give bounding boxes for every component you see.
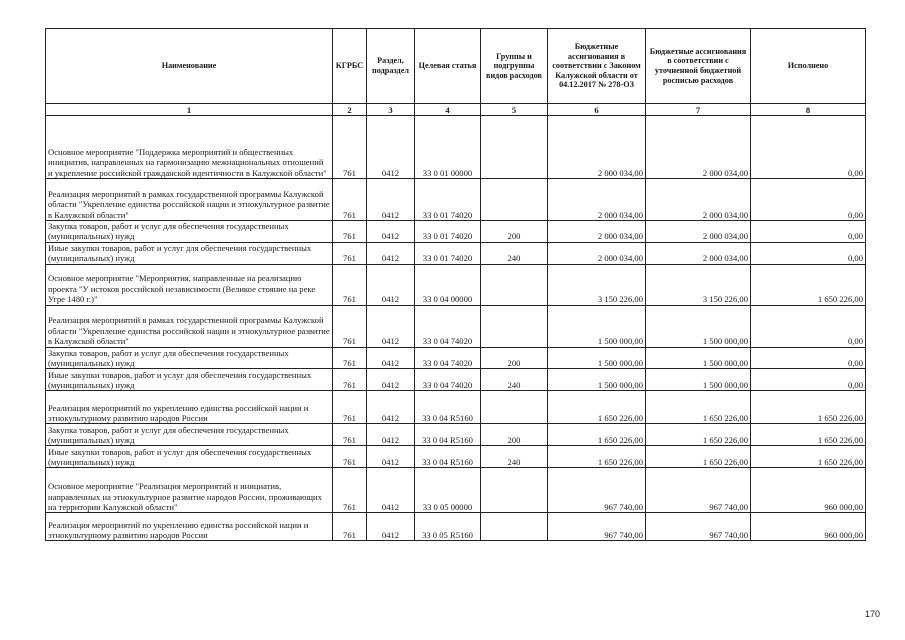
row-law-amount: 2 000 034,00 bbox=[548, 242, 646, 264]
row-executed-amount: 0,00 bbox=[751, 221, 866, 243]
header-razdel: Раздел, подраздел bbox=[367, 29, 415, 104]
table-row bbox=[46, 221, 866, 243]
row-target: 33 0 05 R5160 bbox=[415, 513, 481, 541]
header-row bbox=[46, 29, 866, 104]
header-refined: Бюджетные ассигнования в соответствии с уточненной бюджетной росписью расходов bbox=[646, 29, 751, 104]
row-name: Иные закупки товаров, работ и услуг для обеспечения государственных (муниципальных) нужд bbox=[46, 242, 333, 264]
row-target: 33 0 04 00000 bbox=[415, 264, 481, 305]
row-razdel: 0412 bbox=[367, 242, 415, 264]
row-target: 33 0 01 74020 bbox=[415, 179, 481, 221]
row-target: 33 0 04 R5160 bbox=[415, 446, 481, 468]
row-refined-amount: 967 740,00 bbox=[646, 513, 751, 541]
table-row bbox=[46, 179, 866, 221]
row-executed-amount: 1 650 226,00 bbox=[751, 264, 866, 305]
row-refined-amount: 1 500 000,00 bbox=[646, 369, 751, 391]
row-target: 33 0 04 74020 bbox=[415, 305, 481, 347]
row-group bbox=[481, 305, 548, 347]
row-refined-amount: 1 650 226,00 bbox=[646, 424, 751, 446]
row-target: 33 0 05 00000 bbox=[415, 468, 481, 513]
row-kgrbs: 761 bbox=[333, 468, 367, 513]
row-law-amount: 2 000 034,00 bbox=[548, 116, 646, 179]
row-kgrbs: 761 bbox=[333, 264, 367, 305]
row-executed-amount: 960 000,00 bbox=[751, 513, 866, 541]
row-law-amount: 1 500 000,00 bbox=[548, 369, 646, 391]
table-row bbox=[46, 391, 866, 424]
row-refined-amount: 3 150 226,00 bbox=[646, 264, 751, 305]
row-executed-amount: 1 650 226,00 bbox=[751, 391, 866, 424]
row-target: 33 0 01 00000 bbox=[415, 116, 481, 179]
row-refined-amount: 2 000 034,00 bbox=[646, 179, 751, 221]
row-name: Основное мероприятие "Поддержка мероприятий и общественных инициатив, направленных на гармонизацию межнациональных отношений и укрепление российской гражданской идентичности в Калужской области" bbox=[46, 116, 333, 179]
row-name: Реализация мероприятий по укреплению единства российской нации и этнокультурному развитию народов России bbox=[46, 391, 333, 424]
row-name: Основное мероприятие "Реализация мероприятий и инициатив, направленных на этнокультурное развитие народов России, проживающих на территории Калужской области" bbox=[46, 468, 333, 513]
row-law-amount: 2 000 034,00 bbox=[548, 221, 646, 243]
column-number: 1 bbox=[46, 104, 333, 116]
row-group bbox=[481, 513, 548, 541]
row-executed-amount: 0,00 bbox=[751, 179, 866, 221]
row-razdel: 0412 bbox=[367, 369, 415, 391]
row-razdel: 0412 bbox=[367, 347, 415, 369]
row-refined-amount: 2 000 034,00 bbox=[646, 221, 751, 243]
table-row bbox=[46, 468, 866, 513]
row-kgrbs: 761 bbox=[333, 424, 367, 446]
row-group: 200 bbox=[481, 424, 548, 446]
row-executed-amount: 1 650 226,00 bbox=[751, 424, 866, 446]
row-razdel: 0412 bbox=[367, 424, 415, 446]
row-kgrbs: 761 bbox=[333, 221, 367, 243]
row-group: 200 bbox=[481, 221, 548, 243]
header-groups: Группы и подгруппы видов расходов bbox=[481, 29, 548, 104]
row-name: Основное мероприятие "Мероприятия, направленные на реализацию проекта "У истоков российской независимости (Великое стояние на реке Угре 1480 г.)" bbox=[46, 264, 333, 305]
row-executed-amount: 0,00 bbox=[751, 347, 866, 369]
row-kgrbs: 761 bbox=[333, 116, 367, 179]
row-refined-amount: 2 000 034,00 bbox=[646, 242, 751, 264]
table-row bbox=[46, 347, 866, 369]
row-target: 33 0 04 R5160 bbox=[415, 391, 481, 424]
row-kgrbs: 761 bbox=[333, 369, 367, 391]
row-law-amount: 967 740,00 bbox=[548, 468, 646, 513]
page-number: 170 bbox=[864, 609, 880, 619]
row-law-amount: 1 650 226,00 bbox=[548, 424, 646, 446]
row-kgrbs: 761 bbox=[333, 513, 367, 541]
row-group bbox=[481, 468, 548, 513]
row-group bbox=[481, 264, 548, 305]
row-razdel: 0412 bbox=[367, 116, 415, 179]
row-group: 240 bbox=[481, 369, 548, 391]
row-law-amount: 1 650 226,00 bbox=[548, 446, 646, 468]
row-law-amount: 1 650 226,00 bbox=[548, 391, 646, 424]
row-razdel: 0412 bbox=[367, 305, 415, 347]
table-row bbox=[46, 369, 866, 391]
row-razdel: 0412 bbox=[367, 468, 415, 513]
row-executed-amount: 1 650 226,00 bbox=[751, 446, 866, 468]
row-group: 200 bbox=[481, 347, 548, 369]
row-kgrbs: 761 bbox=[333, 242, 367, 264]
row-law-amount: 967 740,00 bbox=[548, 513, 646, 541]
row-target: 33 0 01 74020 bbox=[415, 221, 481, 243]
row-name: Иные закупки товаров, работ и услуг для обеспечения государственных (муниципальных) нужд bbox=[46, 446, 333, 468]
row-refined-amount: 2 000 034,00 bbox=[646, 116, 751, 179]
row-refined-amount: 1 650 226,00 bbox=[646, 446, 751, 468]
row-executed-amount: 0,00 bbox=[751, 369, 866, 391]
row-group bbox=[481, 391, 548, 424]
table-row bbox=[46, 305, 866, 347]
column-number: 2 bbox=[333, 104, 367, 116]
header-executed: Исполнено bbox=[751, 29, 866, 104]
row-name: Реализация мероприятий в рамках государственной программы Калужской области "Укрепление единства российской нации и этнокультурное развитие в Калужской области" bbox=[46, 305, 333, 347]
row-kgrbs: 761 bbox=[333, 446, 367, 468]
column-number: 8 bbox=[751, 104, 866, 116]
header-kgrbs: КГРБС bbox=[333, 29, 367, 104]
row-razdel: 0412 bbox=[367, 391, 415, 424]
row-executed-amount: 0,00 bbox=[751, 242, 866, 264]
row-refined-amount: 967 740,00 bbox=[646, 468, 751, 513]
table-row bbox=[46, 446, 866, 468]
row-law-amount: 2 000 034,00 bbox=[548, 179, 646, 221]
row-kgrbs: 761 bbox=[333, 347, 367, 369]
header-target: Целевая статья bbox=[415, 29, 481, 104]
row-group bbox=[481, 179, 548, 221]
column-number: 3 bbox=[367, 104, 415, 116]
table-row bbox=[46, 424, 866, 446]
row-executed-amount: 0,00 bbox=[751, 305, 866, 347]
table-row bbox=[46, 242, 866, 264]
column-number: 6 bbox=[548, 104, 646, 116]
row-name: Закупка товаров, работ и услуг для обеспечения государственных (муниципальных) нужд bbox=[46, 424, 333, 446]
row-name: Реализация мероприятий в рамках государственной программы Калужской области "Укрепление единства российской нации и этнокультурное развитие в Калужской области" bbox=[46, 179, 333, 221]
budget-table bbox=[45, 28, 866, 541]
row-razdel: 0412 bbox=[367, 264, 415, 305]
row-name: Закупка товаров, работ и услуг для обеспечения государственных (муниципальных) нужд bbox=[46, 347, 333, 369]
row-executed-amount: 0,00 bbox=[751, 116, 866, 179]
column-number: 4 bbox=[415, 104, 481, 116]
row-refined-amount: 1 500 000,00 bbox=[646, 305, 751, 347]
column-number: 5 bbox=[481, 104, 548, 116]
row-name: Иные закупки товаров, работ и услуг для обеспечения государственных (муниципальных) нужд bbox=[46, 369, 333, 391]
row-refined-amount: 1 650 226,00 bbox=[646, 391, 751, 424]
row-executed-amount: 960 000,00 bbox=[751, 468, 866, 513]
row-name: Реализация мероприятий по укреплению единства российской нации и этнокультурному развитию народов России bbox=[46, 513, 333, 541]
table-row bbox=[46, 513, 866, 541]
table-row bbox=[46, 264, 866, 305]
table-row bbox=[46, 116, 866, 179]
header-name: Наименование bbox=[46, 29, 333, 104]
row-razdel: 0412 bbox=[367, 513, 415, 541]
row-refined-amount: 1 500 000,00 bbox=[646, 347, 751, 369]
row-razdel: 0412 bbox=[367, 179, 415, 221]
row-target: 33 0 01 74020 bbox=[415, 242, 481, 264]
row-razdel: 0412 bbox=[367, 221, 415, 243]
row-name: Закупка товаров, работ и услуг для обеспечения государственных (муниципальных) нужд bbox=[46, 221, 333, 243]
column-number: 7 bbox=[646, 104, 751, 116]
row-kgrbs: 761 bbox=[333, 391, 367, 424]
row-target: 33 0 04 74020 bbox=[415, 369, 481, 391]
row-target: 33 0 04 74020 bbox=[415, 347, 481, 369]
row-group bbox=[481, 116, 548, 179]
row-law-amount: 3 150 226,00 bbox=[548, 264, 646, 305]
row-razdel: 0412 bbox=[367, 446, 415, 468]
row-group: 240 bbox=[481, 242, 548, 264]
row-law-amount: 1 500 000,00 bbox=[548, 305, 646, 347]
row-target: 33 0 04 R5160 bbox=[415, 424, 481, 446]
row-law-amount: 1 500 000,00 bbox=[548, 347, 646, 369]
row-group: 240 bbox=[481, 446, 548, 468]
column-number-row bbox=[46, 104, 866, 116]
row-kgrbs: 761 bbox=[333, 179, 367, 221]
header-law: Бюджетные ассигнования в соответствии с Законом Калужской области от 04.12.2017 № 278-ОЗ bbox=[548, 29, 646, 104]
row-kgrbs: 761 bbox=[333, 305, 367, 347]
